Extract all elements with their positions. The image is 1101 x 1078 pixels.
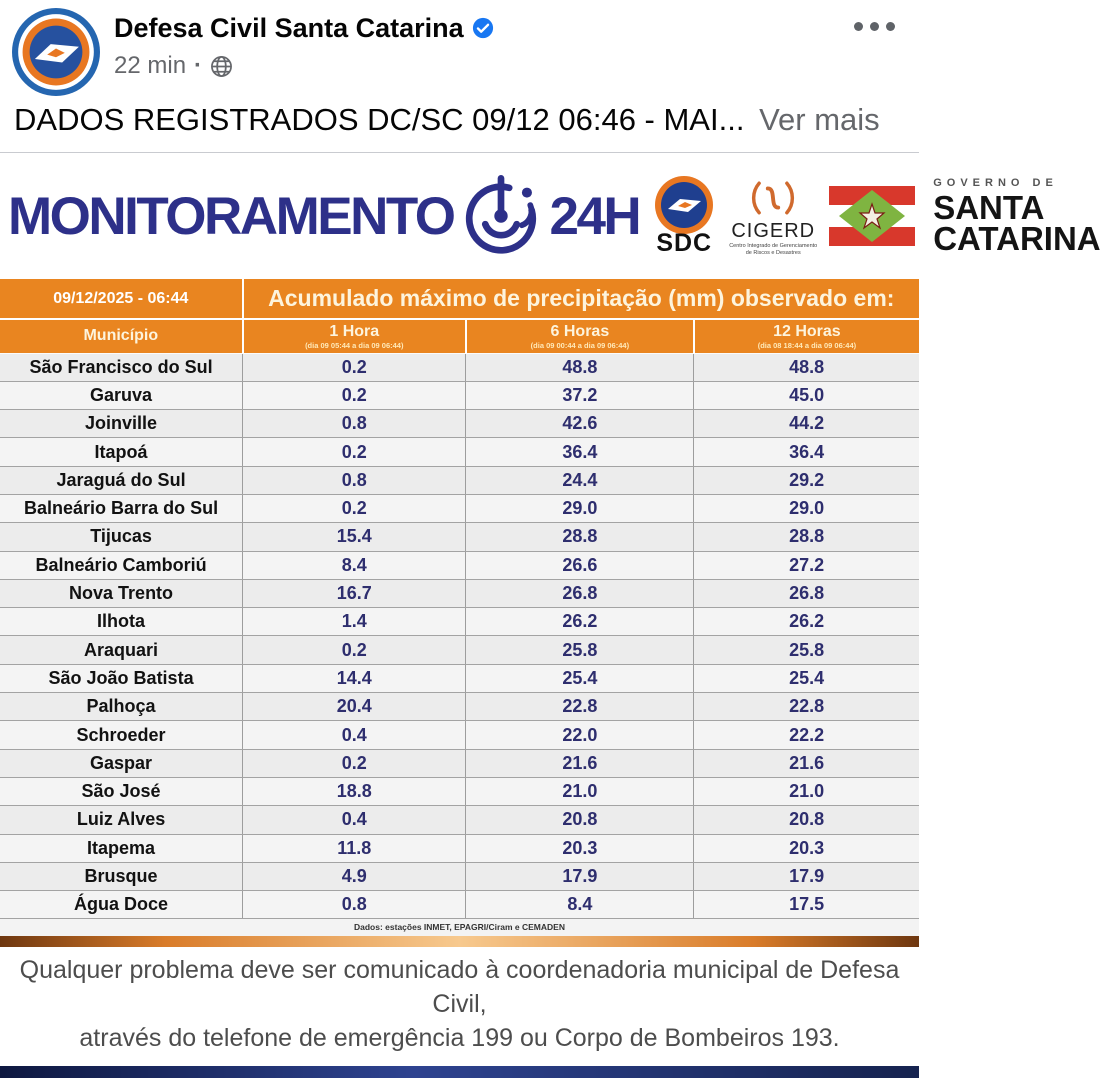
- value-cell-6h: 26.8: [466, 579, 694, 607]
- value-cell-1h: 18.8: [243, 777, 466, 805]
- cigerd-caption: Centro Integrado de Gerenciamento de Riscos e Desastres: [729, 242, 818, 256]
- sdc-label: SDC: [656, 228, 713, 257]
- footer-line-2: através do telefone de emergência 199 ou Corpo de Bombeiros 193.: [79, 1023, 840, 1052]
- sdc-logo: [651, 175, 717, 258]
- value-cell-12h: 27.2: [694, 551, 919, 579]
- post-time[interactable]: 22 min: [114, 52, 187, 80]
- table-row: [0, 523, 919, 551]
- table-header-row-2: [0, 319, 919, 353]
- value-cell-6h: 24.4: [466, 466, 694, 494]
- value-cell-1h: 0.2: [243, 353, 466, 381]
- value-cell-6h: 42.6: [466, 410, 694, 438]
- col-header-municipio: Município: [0, 319, 243, 353]
- municipality-cell: Nova Trento: [0, 579, 243, 607]
- cigerd-label: CIGERD: [731, 219, 816, 242]
- value-cell-12h: 25.8: [694, 636, 919, 664]
- value-cell-6h: 28.8: [466, 523, 694, 551]
- col-header-1h: 1 Hora (dia 09 05:44 a dia 09 06:44): [243, 319, 466, 353]
- col-header-6h: 6 Horas (dia 09 00:44 a dia 09 06:44): [466, 319, 694, 353]
- value-cell-1h: 1.4: [243, 608, 466, 636]
- table-row: [0, 664, 919, 692]
- municipality-cell: Garuva: [0, 381, 243, 409]
- table-row: [0, 466, 919, 494]
- value-cell-12h: 29.0: [694, 494, 919, 522]
- table-row: [0, 777, 919, 805]
- table-row: [0, 579, 919, 607]
- value-cell-1h: 0.8: [243, 410, 466, 438]
- value-cell-12h: 17.5: [694, 891, 919, 919]
- value-cell-1h: 4.9: [243, 862, 466, 890]
- value-cell-1h: 0.2: [243, 494, 466, 522]
- table-row: [0, 749, 919, 777]
- municipality-cell: Balneário Barra do Sul: [0, 494, 243, 522]
- value-cell-1h: 14.4: [243, 664, 466, 692]
- value-cell-6h: 25.8: [466, 636, 694, 664]
- municipality-cell: Balneário Camboriú: [0, 551, 243, 579]
- table-row: [0, 693, 919, 721]
- value-cell-6h: 17.9: [466, 862, 694, 890]
- value-cell-6h: 26.2: [466, 608, 694, 636]
- value-cell-6h: 48.8: [466, 353, 694, 381]
- municipality-cell: São Francisco do Sul: [0, 353, 243, 381]
- municipality-cell: Schroeder: [0, 721, 243, 749]
- value-cell-6h: 21.0: [466, 777, 694, 805]
- banner-title: MONITORAMENTO: [8, 186, 454, 246]
- value-cell-6h: 26.6: [466, 551, 694, 579]
- value-cell-1h: 16.7: [243, 579, 466, 607]
- table-span-header: Acumulado máximo de precipitação (mm) observado em:: [243, 279, 919, 319]
- value-cell-12h: 36.4: [694, 438, 919, 466]
- value-cell-6h: 25.4: [466, 664, 694, 692]
- value-cell-6h: 37.2: [466, 381, 694, 409]
- col-header-12h: 12 Horas (dia 08 18:44 a dia 09 06:44): [694, 319, 919, 353]
- municipality-cell: Água Doce: [0, 891, 243, 919]
- value-cell-6h: 8.4: [466, 891, 694, 919]
- value-cell-6h: 36.4: [466, 438, 694, 466]
- value-cell-12h: 48.8: [694, 353, 919, 381]
- defesa-civil-logo-icon: [12, 8, 100, 96]
- post-header: [0, 0, 919, 96]
- table-body: [0, 353, 919, 919]
- precipitation-table: [0, 279, 919, 919]
- value-cell-12h: 26.2: [694, 608, 919, 636]
- value-cell-12h: 22.8: [694, 693, 919, 721]
- value-cell-12h: 26.8: [694, 579, 919, 607]
- value-cell-1h: 0.2: [243, 381, 466, 409]
- value-cell-6h: 21.6: [466, 749, 694, 777]
- santa-catarina-flag-icon: [829, 186, 915, 246]
- table-datetime: 09/12/2025 - 06:44: [0, 279, 243, 319]
- table-row: [0, 494, 919, 522]
- municipality-cell: Gaspar: [0, 749, 243, 777]
- globe-icon: [210, 55, 233, 78]
- value-cell-12h: 21.0: [694, 777, 919, 805]
- value-cell-12h: 29.2: [694, 466, 919, 494]
- see-more-link[interactable]: Ver mais: [759, 102, 880, 137]
- post-text: DADOS REGISTRADOS DC/SC 09/12 06:46 - MAI...: [14, 102, 745, 137]
- table-row: [0, 381, 919, 409]
- avatar[interactable]: [12, 8, 100, 96]
- value-cell-12h: 22.2: [694, 721, 919, 749]
- table-header-row-1: [0, 279, 919, 319]
- value-cell-1h: 11.8: [243, 834, 466, 862]
- monitoring-banner: [0, 153, 1101, 279]
- table-row: [0, 862, 919, 890]
- value-cell-12h: 20.3: [694, 834, 919, 862]
- value-cell-6h: 22.0: [466, 721, 694, 749]
- municipality-cell: Itapoá: [0, 438, 243, 466]
- value-cell-1h: 0.2: [243, 636, 466, 664]
- table-row: [0, 891, 919, 919]
- municipality-cell: Itapema: [0, 834, 243, 862]
- municipality-cell: Ilhota: [0, 608, 243, 636]
- value-cell-1h: 0.2: [243, 749, 466, 777]
- table-row: [0, 353, 919, 381]
- table-row: [0, 410, 919, 438]
- table-row: [0, 608, 919, 636]
- value-cell-6h: 20.3: [466, 834, 694, 862]
- municipality-cell: Jaraguá do Sul: [0, 466, 243, 494]
- value-cell-12h: 25.4: [694, 664, 919, 692]
- table-row: [0, 551, 919, 579]
- post-meta: [114, 8, 844, 80]
- municipality-cell: Joinville: [0, 410, 243, 438]
- governo-de-label: GOVERNO DE: [933, 176, 1058, 189]
- municipality-cell: Luiz Alves: [0, 806, 243, 834]
- value-cell-1h: 0.4: [243, 721, 466, 749]
- municipality-cell: Brusque: [0, 862, 243, 890]
- value-cell-1h: 0.8: [243, 891, 466, 919]
- value-cell-12h: 45.0: [694, 381, 919, 409]
- santa-label: SANTA: [933, 188, 1045, 226]
- catarina-label: CATARINA: [933, 220, 1101, 257]
- table-row: [0, 806, 919, 834]
- banner-title-suffix: 24H: [549, 186, 640, 246]
- cigerd-logo-icon: [747, 176, 799, 220]
- table-row: [0, 834, 919, 862]
- post-text-row: [0, 96, 919, 148]
- value-cell-1h: 0.2: [243, 438, 466, 466]
- value-cell-1h: 8.4: [243, 551, 466, 579]
- table-row: [0, 438, 919, 466]
- more-options-button[interactable]: [844, 8, 905, 45]
- data-source-note: Dados: estações INMET, EPAGRI/Ciram e CEMADEN: [0, 919, 919, 936]
- value-cell-6h: 29.0: [466, 494, 694, 522]
- verified-badge-icon: [472, 17, 494, 39]
- municipality-cell: São João Batista: [0, 664, 243, 692]
- value-cell-1h: 15.4: [243, 523, 466, 551]
- municipality-cell: Tijucas: [0, 523, 243, 551]
- post-image-attachment[interactable]: [0, 153, 1101, 1078]
- footer-line-1: Qualquer problema deve ser comunicado à coordenadoria municipal de Defesa Civil,: [19, 956, 900, 1019]
- value-cell-12h: 20.8: [694, 806, 919, 834]
- value-cell-6h: 22.8: [466, 693, 694, 721]
- footer-message: [0, 947, 919, 1063]
- navy-bottom-bar: [0, 1066, 919, 1078]
- page-name[interactable]: Defesa Civil Santa Catarina: [114, 13, 464, 43]
- value-cell-6h: 20.8: [466, 806, 694, 834]
- value-cell-1h: 0.8: [243, 466, 466, 494]
- table-row: [0, 636, 919, 664]
- separator-dot: ·: [194, 52, 203, 80]
- municipality-cell: São José: [0, 777, 243, 805]
- municipality-cell: Palhoça: [0, 693, 243, 721]
- value-cell-12h: 21.6: [694, 749, 919, 777]
- value-cell-1h: 0.4: [243, 806, 466, 834]
- value-cell-1h: 20.4: [243, 693, 466, 721]
- sdc-logo-icon: [654, 175, 714, 235]
- municipality-cell: Araquari: [0, 636, 243, 664]
- governo-sc-wordmark: [933, 178, 1100, 255]
- orange-divider-bar: [0, 936, 919, 947]
- cigerd-logo: [727, 176, 819, 256]
- table-row: [0, 721, 919, 749]
- radar-24h-icon: [455, 166, 547, 266]
- value-cell-12h: 44.2: [694, 410, 919, 438]
- value-cell-12h: 17.9: [694, 862, 919, 890]
- value-cell-12h: 28.8: [694, 523, 919, 551]
